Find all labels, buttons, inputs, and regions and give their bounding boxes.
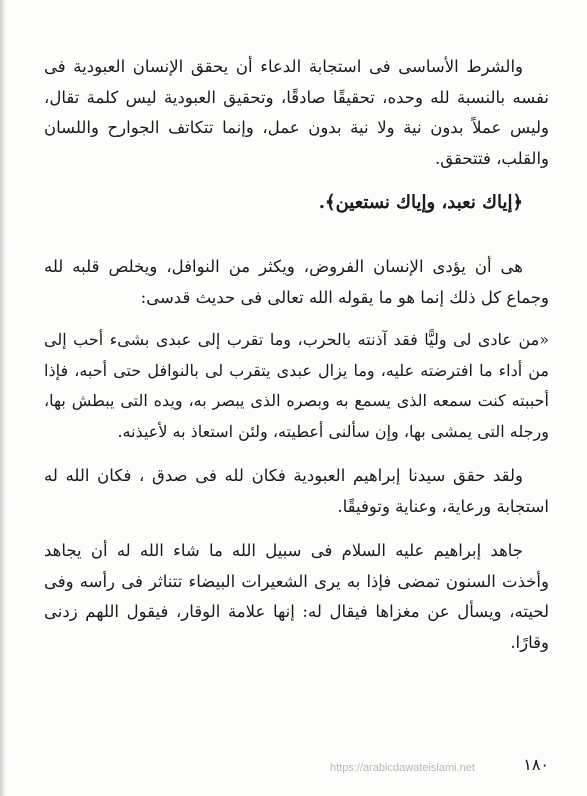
quran-verse: ﴿إياك نعبد، وإياك نستعين﴾. — [318, 192, 523, 213]
scan-edge-shadow — [0, 0, 6, 796]
source-watermark: https://arabicdawateislami.net — [330, 762, 475, 774]
page-body — [44, 52, 549, 658]
page-number: ١٨٠ — [523, 755, 549, 774]
paragraph-servitude-condition: والشرط الأساسى فى استجابة الدعاء أن يحقق الإنسان العبودية فى نفسه بالنسبة لله وحده، تحقيقًا صادقًا، وتحقيق العبودية ليس كلمة تقال، وليس عملاً بدون نية ولا نية بدون عمل، وإنما تتكاتف الجوارح واللسان والقلب، فتتحقق. — [44, 57, 549, 168]
hadith-qudsi-quote: «من عادى لى وليًّا فقد آذنته بالحرب، وما تقرب إلى عبدى بشىء أحب إلى من أداء ما افترضته عليه، وما يزال عبدى يتقرب لى بالنوافل حتى أحبه، فإذا أحببته كنت سمعه الذى يسمع به وبصره الذى يبصر به، ويده التى يبطش بها، ورجله التى يمشى بها، وإن سألنى أعطيته، ولئن استعاذ به لأعيذنه. — [44, 330, 550, 441]
paragraph-ibrahim-servitude: ولقد حقق سيدنا إبراهيم العبودية فكان لله فى صدق ، فكان الله له استجابة ورعاية، وعناية وتوفيقًا. — [44, 466, 549, 516]
paragraph-ibrahim-grey-hair: جاهد إبراهيم عليه السلام فى سبيل الله ما شاء الله له أن يجاهد وأخذت السنون تمضى فإذا به يرى الشعيرات البيضاء تتناثر فى رأسه وفى لحيته، ويسأل عن مغزاها فيقال له: إنها علامة الوقار، فيقول اللهم زدنى وقارًا. — [44, 541, 549, 652]
paragraph-obligations: هى أن يؤدى الإنسان الفروض، ويكثر من النوافل، ويخلص قلبه لله وجماع كل ذلك إنما هو ما يقوله الله تعالى فى حديث قدسى: — [44, 257, 549, 307]
